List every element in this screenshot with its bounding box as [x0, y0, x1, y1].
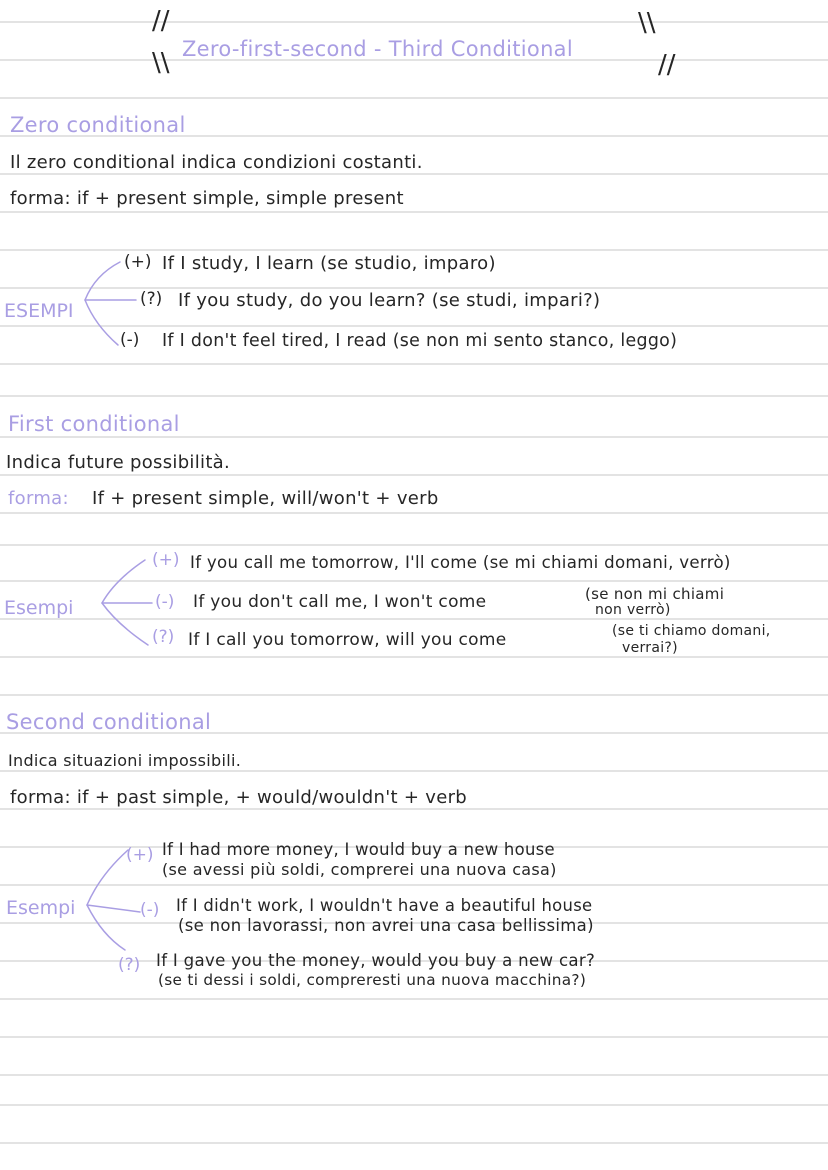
examples-label-zero: ESEMPI: [4, 300, 74, 322]
title-hatch-left-top: //: [152, 6, 170, 36]
example-translation-first-2a: (se non mi chiami: [585, 585, 725, 603]
example-sign-zero-1: (+): [124, 252, 152, 272]
example-sign-zero-2: (?): [140, 289, 163, 309]
example-sign-second-2: (-): [140, 900, 160, 920]
example-text-zero-1: If I study, I learn (se studio, imparo): [162, 253, 496, 274]
example-translation-second-2: (se non lavorassi, non avrei una casa bellissima): [178, 916, 594, 935]
examples-label-second: Esempi: [6, 897, 76, 919]
example-sign-first-1: (+): [152, 550, 180, 570]
example-translation-second-3: (se ti dessi i soldi, compreresti una nuova macchina?): [158, 971, 587, 989]
section-heading-first: First conditional: [8, 412, 180, 436]
example-text-first-2: If you don't call me, I won't come: [193, 592, 487, 612]
section-heading-second: Second conditional: [6, 710, 212, 734]
section-description-zero: Il zero conditional indica condizioni costanti.: [10, 152, 423, 173]
section-form-second: forma: if + past simple, + would/wouldn't + verb: [10, 787, 468, 808]
example-translation-second-1: (se avessi più soldi, comprerei una nuova casa): [162, 860, 557, 879]
example-translation-first-3b: verrai?): [622, 640, 678, 656]
title-hatch-right-bottom: //: [658, 50, 676, 80]
example-sign-second-1: (+): [126, 845, 154, 865]
example-translation-first-2b: non verrò): [595, 602, 671, 618]
example-sign-second-3: (?): [118, 955, 141, 975]
example-text-first-1: If you call me tomorrow, I'll come (se mi chiami domani, verrò): [190, 553, 731, 572]
section-form-zero: forma: if + present simple, simple present: [10, 188, 404, 209]
examples-label-first: Esempi: [4, 597, 74, 619]
example-sign-zero-3: (-): [120, 330, 140, 350]
example-text-second-2: If I didn't work, I wouldn't have a beautiful house: [176, 896, 593, 915]
section-description-second: Indica situazioni impossibili.: [8, 751, 242, 770]
example-text-zero-3: If I don't feel tired, I read (se non mi sento stanco, leggo): [162, 331, 678, 351]
section-description-first: Indica future possibilità.: [6, 452, 231, 473]
section-heading-zero: Zero conditional: [10, 113, 186, 137]
example-sign-first-3: (?): [152, 627, 175, 647]
example-text-second-1: If I had more money, I would buy a new house: [162, 840, 555, 859]
example-sign-first-2: (-): [155, 592, 175, 612]
title-hatch-right-top: //: [638, 8, 656, 38]
title-hatch-left-bottom: //: [152, 48, 170, 78]
example-text-second-3: If I gave you the money, would you buy a new car?: [156, 951, 596, 970]
example-text-first-3: If I call you tomorrow, will you come: [188, 630, 507, 650]
section-form-first: If + present simple, will/won't + verb: [92, 488, 439, 509]
example-text-zero-2: If you study, do you learn? (se studi, impari?): [178, 290, 601, 311]
page-title: Zero-first-second - Third Conditional: [182, 37, 573, 61]
section-form-label-first: forma:: [8, 488, 69, 509]
example-translation-first-3a: (se ti chiamo domani,: [612, 623, 771, 639]
